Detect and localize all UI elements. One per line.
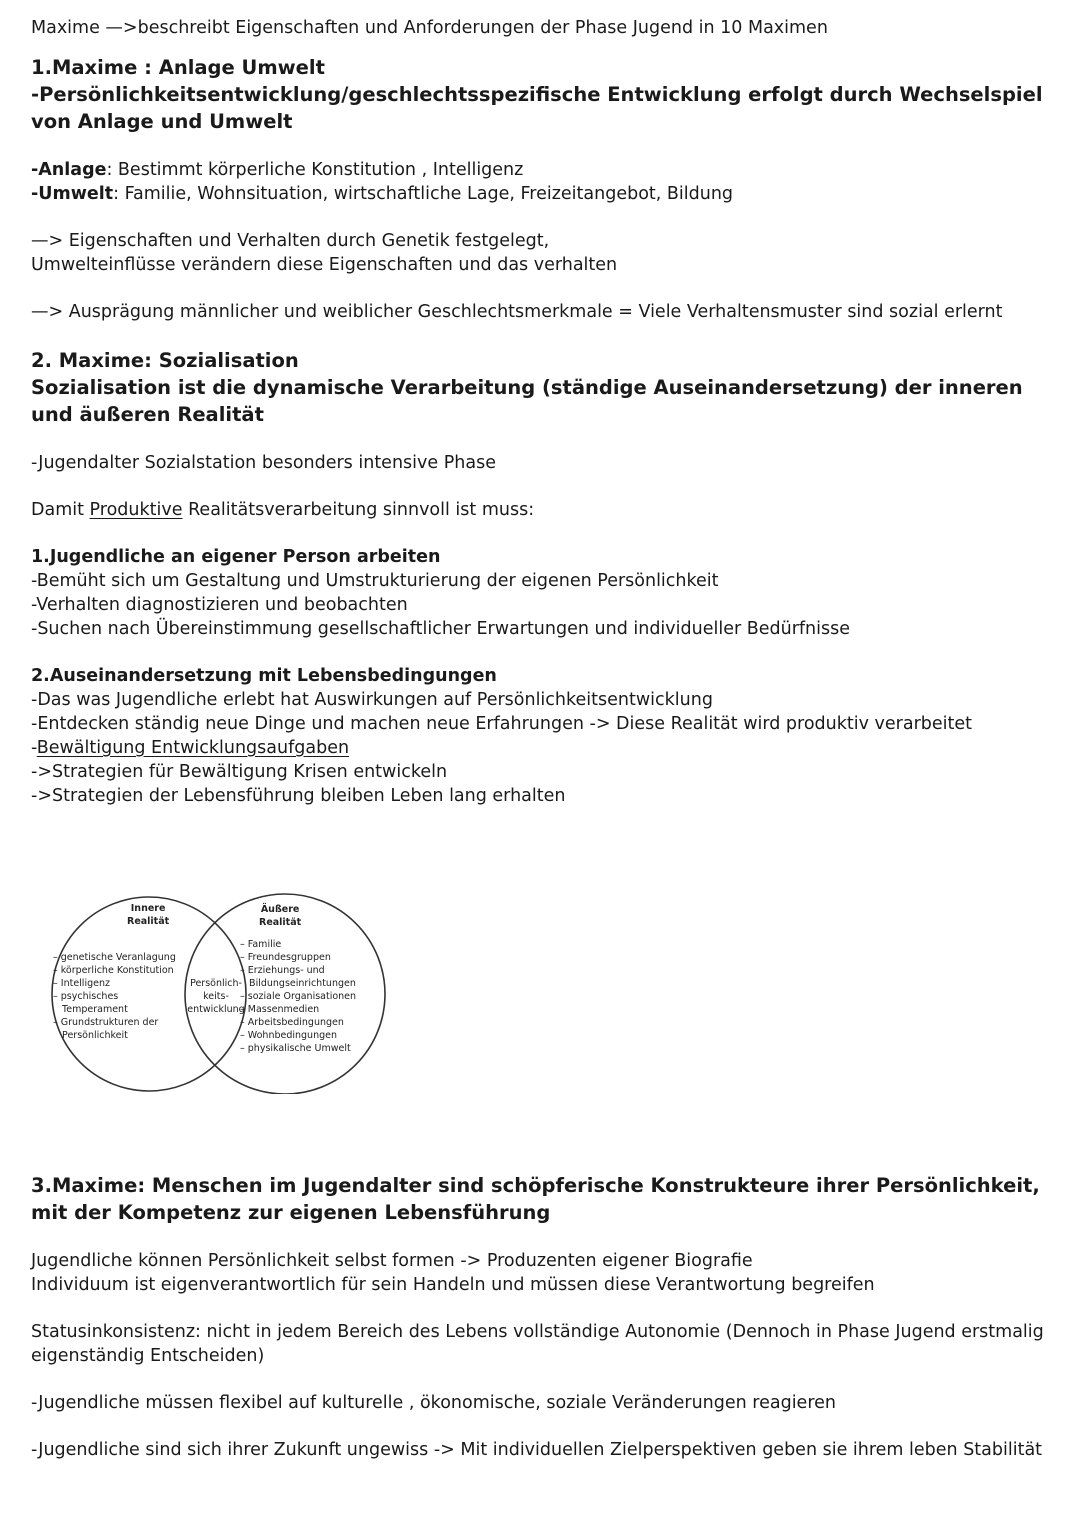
damit-line (31, 498, 1051, 522)
m3-line-2: Individuum ist eigenverantwortlich für sein Handeln und müssen diese Verantwortung begreifen (31, 1275, 875, 1295)
m3-line-4: -Jugendliche sind sich ihrer Zukunft ungewiss -> Mit individuellen Zielperspektiven geben sie ihrem leben Stabilität (31, 1440, 1043, 1460)
m3-line-1: Jugendliche können Persönlichkeit selbst formen -> Produzenten eigener Biografie (31, 1251, 753, 1271)
bewaeltigung-underlined: Bewältigung Entwicklungsaufgaben (36, 738, 350, 758)
umwelt-text: : Familie, Wohnsituation, wirtschaftliche Lage, Freizeitangebot, Bildung (113, 184, 734, 204)
list-item: Bildungseinrichtungen (240, 978, 356, 989)
maxime-2-title: 2. Maxime: Sozialisation (31, 349, 299, 372)
maxime-1-title: 1.Maxime : Anlage Umwelt (31, 56, 325, 79)
list-item: – Familie (240, 939, 282, 950)
maxime-1-subtitle: -Persönlichkeitsentwicklung/geschlechtsspezifische Entwicklung erfolgt durch Wechselspiel von Anlage und Umwelt (31, 83, 1043, 133)
point-1-item: -Verhalten diagnostizieren und beobachten (31, 595, 408, 615)
jugendalter-line: -Jugendalter Sozialstation besonders intensive Phase (31, 453, 496, 473)
list-item: – Wohnbedingungen (240, 1030, 337, 1041)
umwelt-line (31, 182, 1051, 206)
outer-reality-list (240, 938, 356, 1055)
document-page (31, 16, 1051, 1462)
list-item: – genetische Veranlagung (53, 952, 176, 963)
note-umwelteinfluesse: Umwelteinflüsse verändern diese Eigenschaften und das verhalten (31, 255, 618, 275)
umwelt-label: -Umwelt (31, 184, 114, 204)
point-2-item-underlined (31, 736, 1051, 760)
note-genetik: —> Eigenschaften und Verhalten durch Genetik festgelegt, (31, 231, 550, 251)
point-2-item: ->Strategien für Bewältigung Krisen entwickeln (31, 762, 448, 782)
point-1-title: 1.Jugendliche an eigener Person arbeiten (31, 547, 441, 567)
note-geschlechtsmerkmale: —> Ausprägung männlicher und weiblicher Geschlechtsmerkmale = Viele Verhaltensmuster sind sozial erlernt (31, 302, 1003, 322)
damit-text-b: Realitätsverarbeitung sinnvoll ist muss: (182, 500, 535, 520)
list-item: – soziale Organisationen (240, 991, 357, 1002)
inner-reality-title: Innere Realität (127, 903, 170, 927)
point-2-item: -Entdecken ständig neue Dinge und machen neue Erfahrungen -> Diese Realität wird produktiv verarbeitet (31, 714, 972, 734)
maxime-3-title: 3.Maxime: Menschen im Jugendalter sind schöpferische Konstrukteure ihrer Persönlichkeit, mit der Kompetenz zur eigenen Lebensführung (31, 1174, 1040, 1224)
anlage-text: : Bestimmt körperliche Konstitution , Intelligenz (106, 160, 524, 180)
produktive-underlined: Produktive (89, 500, 183, 520)
list-item: – psychisches (53, 991, 119, 1002)
intro-line: Maxime —>beschreibt Eigenschaften und Anforderungen der Phase Jugend in 10 Maximen (31, 18, 828, 38)
list-item: – Intelligenz (53, 978, 110, 989)
list-item: Persönlichkeit (53, 1030, 128, 1041)
list-item: – Freundesgruppen (240, 952, 331, 963)
point-1-item: -Bemüht sich um Gestaltung und Umstrukturierung der eigenen Persönlichkeit (31, 571, 719, 591)
list-item: – körperliche Konstitution (53, 965, 174, 976)
center-label: Persönlich- keits- entwicklung (187, 978, 245, 1015)
m3-line-3: -Jugendliche müssen flexibel auf kulturelle , ökonomische, soziale Veränderungen reagieren (31, 1393, 836, 1413)
maxime-2-subtitle: Sozialisation ist die dynamische Verarbeitung (ständige Auseinandersetzung) der inneren und äußeren Realität (31, 376, 1023, 426)
list-item: – Grundstrukturen der (53, 1017, 159, 1028)
damit-text-a: Damit (31, 500, 90, 520)
list-item: – Massenmedien (240, 1004, 320, 1015)
point-2-item: ->Strategien der Lebensführung bleiben Leben lang erhalten (31, 786, 566, 806)
statusinkonsistenz: Statusinkonsistenz: nicht in jedem Bereich des Lebens vollständige Autonomie (Dennoch in Phase Jugend erstmalig eigenständig Entscheiden) (31, 1322, 1044, 1366)
list-item: – Erziehungs- und (240, 965, 325, 976)
list-item: – Arbeitsbedingungen (240, 1017, 344, 1028)
anlage-label: -Anlage (31, 160, 107, 180)
dash: - (31, 738, 37, 758)
inner-reality-list (53, 951, 176, 1042)
outer-reality-title: Äußere Realität (259, 904, 302, 928)
point-2-title: 2.Auseinandersetzung mit Lebensbedingungen (31, 666, 497, 686)
anlage-line (31, 158, 1051, 182)
point-1-item: -Suchen nach Übereinstimmung gesellschaftlicher Erwartungen und individueller Bedürfnisse (31, 619, 851, 639)
point-2-item: -Das was Jugendliche erlebt hat Auswirkungen auf Persönlichkeitsentwicklung (31, 690, 713, 710)
list-item: Temperament (53, 1004, 128, 1015)
venn-diagram (45, 864, 405, 1094)
list-item: – physikalische Umwelt (240, 1043, 351, 1054)
